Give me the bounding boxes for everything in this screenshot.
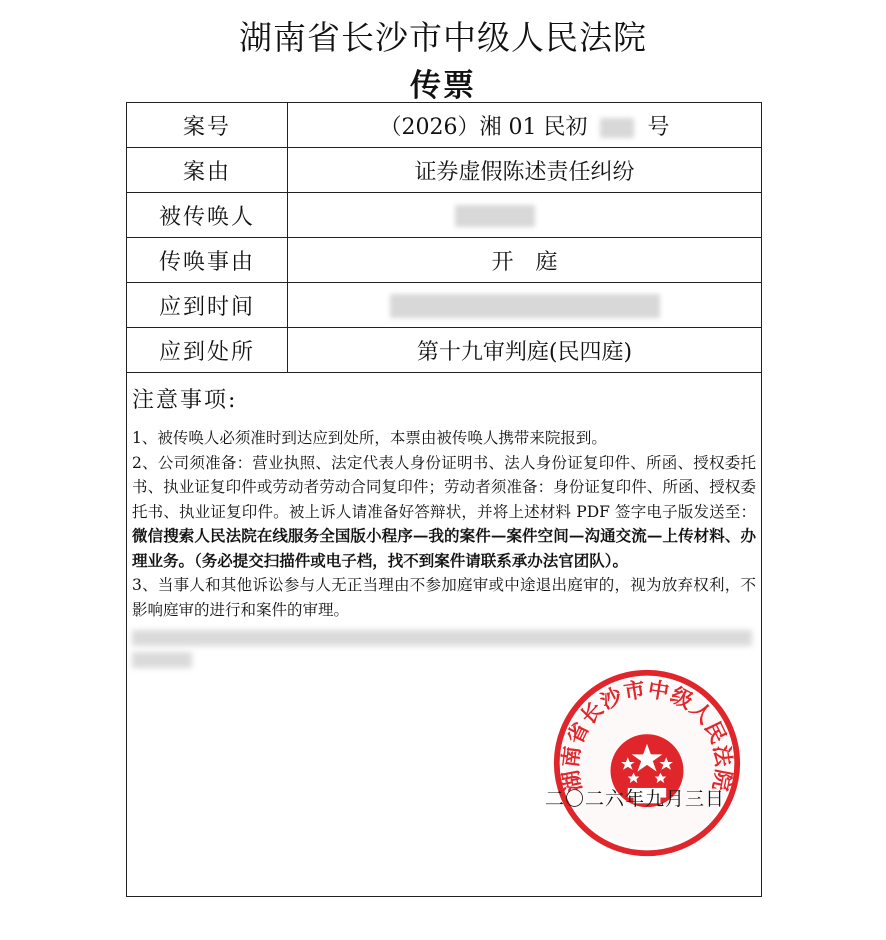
redacted-name <box>455 205 535 227</box>
arrival-time-value <box>288 283 762 328</box>
seal-text: 湖南省长沙市中级人民法院 <box>557 676 737 794</box>
table-row <box>127 328 761 373</box>
note-item-2-emphasis: 微信搜索人民法院在线服务全国版小程序—我的案件—案件空间—沟通交流—上传材料、办理业务。（务必提交扫描件或电子档，找不到案件请联系承办法官团队）。 <box>132 526 756 570</box>
arrival-place-label: 应到处所 <box>127 328 288 373</box>
summons-reason-label: 传唤事由 <box>127 238 288 283</box>
arrival-time-label: 应到时间 <box>127 283 288 328</box>
note-item-3: 3、当事人和其他诉讼参与人无正当理由不参加庭审或中途退出庭审的，视为放弃权利，不影响庭审的进行和案件的审理。 <box>132 576 756 619</box>
court-name: 湖南省长沙市中级人民法院 <box>239 18 647 57</box>
redacted-line <box>132 630 752 646</box>
arrival-place-value: 第十九审判庭(民四庭) <box>288 328 762 373</box>
redacted-case-number <box>600 118 634 138</box>
table-row <box>127 238 761 283</box>
table-row <box>127 148 761 193</box>
note-item-2 <box>132 451 756 574</box>
summons-reason-value: 开 庭 <box>288 238 762 283</box>
summons-form <box>126 102 762 897</box>
redacted-time <box>390 294 660 318</box>
notes-title: 注意事项: <box>132 388 238 413</box>
document-title: 传票 <box>410 68 476 104</box>
court-seal-icon <box>551 667 743 859</box>
table-row <box>127 283 761 328</box>
note-item-1: 1、被传唤人必须准时到达应到处所，本票由被传唤人携带来院报到。 <box>132 429 607 447</box>
case-info-table <box>127 103 761 373</box>
case-number-suffix: 号 <box>647 114 670 140</box>
summoned-person-label: 被传唤人 <box>127 193 288 238</box>
table-row <box>127 193 761 238</box>
summoned-person-value <box>288 193 762 238</box>
cause-label: 案由 <box>127 148 288 193</box>
notes-section <box>127 373 761 668</box>
note-item-2-text: 2、公司须准备：营业执照、法定代表人身份证明书、法人身份证复印件、所函、授权委托书、执业证复印件或劳动者劳动合同复印件；劳动者须准备：身份证复印件、所函、授权委托书、执业证复印件。被上诉人请准备好答辩状，并将上述材料 PDF 签字电子版发送至： <box>132 453 756 521</box>
case-number-label: 案号 <box>127 103 288 148</box>
case-number-value <box>288 103 762 148</box>
redacted-line <box>132 652 192 668</box>
issue-date: 二〇二六年九月三日 <box>545 788 726 810</box>
cause-value: 证券虚假陈述责任纠纷 <box>288 148 762 193</box>
table-row <box>127 103 761 148</box>
case-number-prefix: （2026）湘 01 民初 <box>379 114 588 140</box>
